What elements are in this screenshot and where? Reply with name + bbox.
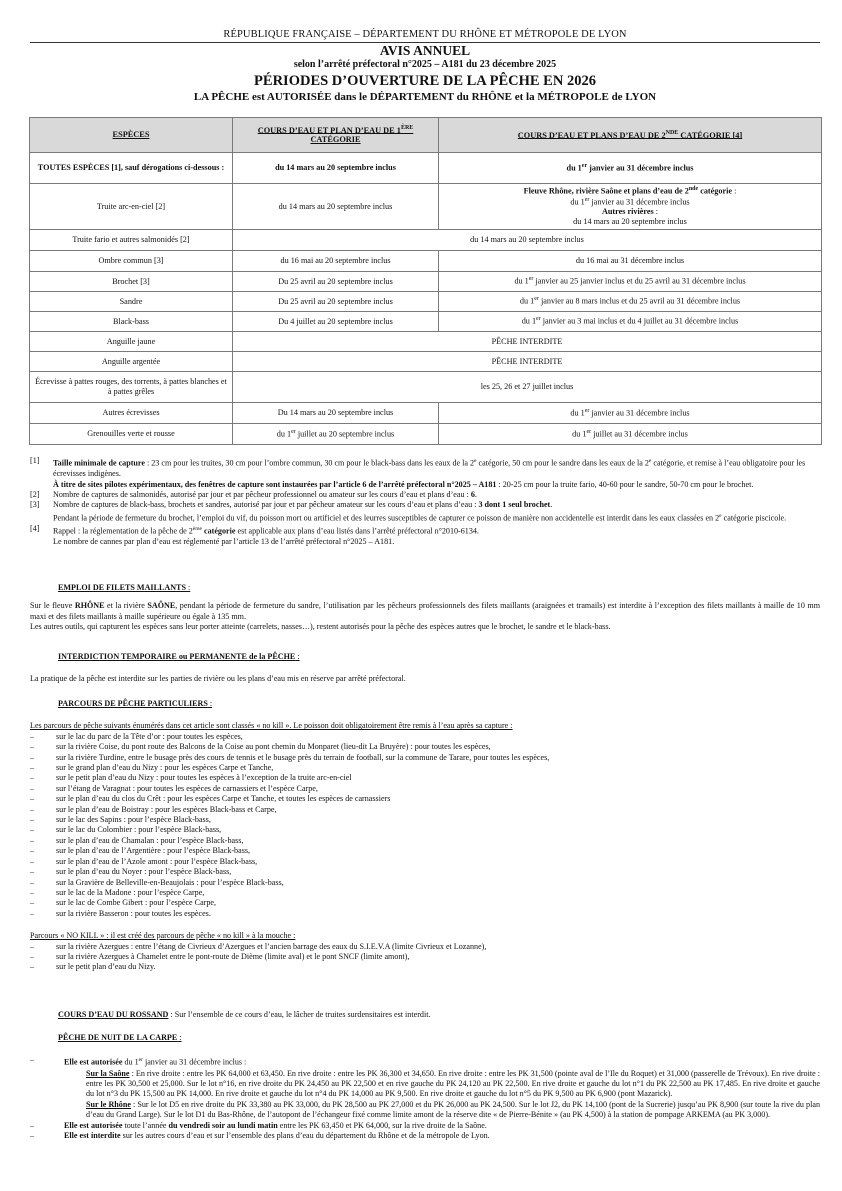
section-title: PARCOURS DE PÊCHE PARTICULIERS : <box>58 699 213 708</box>
species-cell: Écrevisse à pattes rouges, des torrents, à pattes blanches et à pattes grêles <box>30 372 233 403</box>
list-item: – sur la rivière Basseron : pour toutes les espèces. <box>30 908 211 918</box>
list-item: – Elle est interdite sur les autres cours d’eau et sur l’ensemble des plans d’eau du département du Rhône et de la métropole de Lyon. <box>30 1130 490 1140</box>
header-arrete: selon l’arrêté préfectoral n°2025 – A181 du 23 décembre 2025 <box>293 59 557 70</box>
species-cell: TOUTES ESPÈCES [1], sauf dérogations ci-dessous : <box>30 153 233 184</box>
section-parcours <box>30 699 820 973</box>
footnote-4: [4] Rappel : la réglementation de la pêche de 2ème catégorie est applicable aux plans d’eau listés dans l’arrêté préfectoral n°2010-6134. Le nombre de cannes par plan d’eau est réglementé par l’article 13 de l’arrêté préfectoral n°2025 – A181. <box>30 523 479 546</box>
section-title: PÊCHE DE NUIT DE LA CARPE : <box>58 1033 182 1042</box>
species-cell: Anguille jaune <box>30 332 233 352</box>
table-row <box>30 372 822 403</box>
cat2-cell: du 16 mai au 31 décembre inclus <box>439 251 822 272</box>
list-item: – Elle est autorisée toute l’année du vendredi soir au lundi matin entre les PK 63,450 et PK 64,000, sur la rive droite de la Saône. <box>30 1120 487 1130</box>
list-item: – sur le lac du Colombier : pour l’espèce Black-bass, <box>30 825 222 835</box>
table-row <box>30 153 822 184</box>
rhone-paragraph: Sur le Rhône : Sur le lot D5 en rive droite du PK 33,380 au PK 33,000, du PK 28,500 au PK 27,000 et du PK 26,000 au PK 24,500. Sur le lot J2, du PK 14,100 (pont de la Sucrerie) jusqu’au PK 8,900 (sur toute la rive du plan d’eau du Grand Large). Sur le lot D1 du Bas-Rhône, de l’autopont de l’échangeur fixé comme limite amont de la réserve dite « de Pierre-Bénite » (au PK 4,500) à la station de pompage ARKEMA (au PK 3,000). <box>86 1099 820 1120</box>
list-item: – sur le plan d’eau de l’Argentière : pour l’espèce Black-bass, <box>30 846 251 856</box>
page-title: PÉRIODES D’OUVERTURE DE LA PÊCHE EN 2026 <box>254 73 596 89</box>
parcours-intro: Les parcours de pêche suivants énumérés dans cet article sont classés « no kill ». Le poisson doit obligatoirement être remis à l’eau après sa capture : <box>30 721 513 731</box>
cat1-cell: Du 25 avril au 20 septembre inclus <box>233 292 439 312</box>
list-item: – sur le petit plan d’eau du Nizy : pour toutes les espèces à l’exception de la truite arc-en-ciel <box>30 773 352 783</box>
section-rossand: COURS D’EAU DU ROSSAND : Sur l’ensemble de ce cours d’eau, le lâcher de truites surdensitaires est interdit. <box>58 1010 431 1019</box>
list-item: – Elle est autorisée du 1er janvier au 31 décembre inclus : <box>30 1055 247 1068</box>
merged-cell: les 25, 26 et 27 juillet inclus <box>233 372 822 403</box>
paragraph: La pratique de la pêche est interdite sur les parties de rivière ou les plans d’eau mis en réserve par arrêté préfectoral. <box>30 674 406 684</box>
cat2-cell: du 1er janvier au 31 décembre inclus <box>439 153 822 184</box>
list-item: – sur le grand plan d’eau du Nizy : pour les espèces Carpe et Tanche, <box>30 763 274 773</box>
header-peche-autorisee: LA PÊCHE est AUTORISÉE dans le DÉPARTEMENT du RHÔNE et la MÉTROPOLE de LYON <box>193 91 657 103</box>
list-item: – sur le lac de la Madone : pour l’espèce Carpe, <box>30 887 205 897</box>
cat1-cell: du 1er juillet au 20 septembre inclus <box>233 424 439 445</box>
footnote-2: [2] Nombre de captures de salmonidés, autorisé par jour et par pêcheur professionnel ou amateur sur les cours d’eau et plans d’eau : 6. <box>30 489 477 499</box>
table-row <box>30 403 822 424</box>
list-item: – sur l’étang de Varagnat : pour toutes les espèces de carnassiers et l’espèce Carpe, <box>30 783 318 793</box>
header-republique: RÉPUBLIQUE FRANÇAISE – DÉPARTEMENT DU RHÔNE ET MÉTROPOLE DE LYON <box>223 29 627 40</box>
species-cell: Grenouilles verte et rousse <box>30 424 233 445</box>
table-row <box>30 230 822 251</box>
species-cell: Autres écrevisses <box>30 403 233 424</box>
cat1-cell: du 14 mars au 20 septembre inclus <box>233 184 439 230</box>
list-item: – sur le petit plan d’eau du Nizy. <box>30 962 156 972</box>
cat2-cell: du 1er janvier au 3 mai inclus et du 4 juillet au 31 décembre inclus <box>439 312 822 332</box>
periods-table <box>29 117 822 445</box>
species-cell: Sandre <box>30 292 233 312</box>
list-item: – sur le lac des Sapins : pour l’espèce Black-bass, <box>30 815 211 825</box>
section-title: INTERDICTION TEMPORAIRE ou PERMANENTE de la PÊCHE : <box>58 652 300 661</box>
table-row <box>30 352 822 372</box>
header-avis-annuel: AVIS ANNUEL <box>379 43 471 58</box>
section-title: COURS D’EAU DU ROSSAND <box>58 1010 169 1019</box>
table-row <box>30 312 822 332</box>
list-item: – sur le plan d’eau du Noyer : pour l’espèce Black-bass, <box>30 867 232 877</box>
footnote-1: [1] Taille minimale de capture : 23 cm pour les truites, 30 cm pour l’ombre commun, 30 cm pour le black-bass dans les eaux de la 2e catégorie, 50 cm pour le sandre dans les eaux de la 2e catégorie, et remise à l’eau obligatoire pour les écrevisses indigènes. À titre de sites pilotes expérimentaux, des fenêtres de capture sont instaurées par l’article 6 de l’arrêté préfectoral n°2025 – A181 : 20-25 cm pour la truite fario, 40-60 pour le sandre, 50-70 cm pour le brochet. <box>30 456 806 489</box>
cat2-cell: du 1er janvier au 8 mars inclus et du 25 avril au 31 décembre inclus <box>439 292 822 312</box>
species-cell: Anguille argentée <box>30 352 233 372</box>
list-item: – sur le lac du parc de la Tête d’or : pour toutes les espèces, <box>30 731 243 741</box>
merged-cell: PÊCHE INTERDITE <box>233 352 822 372</box>
section-interdiction <box>30 652 820 685</box>
species-cell: Truite arc-en-ciel [2] <box>30 184 233 230</box>
merged-cell: PÊCHE INTERDITE <box>233 332 822 352</box>
list-item: – sur le plan d’eau du clos du Crêt : pour les espèces Carpe et Tanche, et toutes les espèces de carnassiers <box>30 794 391 804</box>
cat2-cell: du 1er janvier au 31 décembre inclus <box>439 403 822 424</box>
mouche-intro: Parcours « NO KILL » : il est créé des parcours de pêche « no kill » à la mouche : <box>30 931 296 941</box>
cat1-cell: Du 25 avril au 20 septembre inclus <box>233 272 439 292</box>
section-peche-nuit <box>30 1033 820 1141</box>
paragraph: Sur le fleuve RHÔNE et la rivière SAÔNE, pendant la période de fermeture du sandre, l’utilisation par les pêcheurs professionnels des filets maillants (araignées et tramails) est interdite à l’exception des filets maillants à maille de 10 mm maxi et des filets maillants à maille supérieure ou égale à 135 mm. <box>30 601 820 621</box>
table-row <box>30 251 822 272</box>
table-row <box>30 184 822 230</box>
cat2-cell: Fleuve Rhône, rivière Saône et plans d’eau de 2nde catégorie : du 1er janvier au 31 décembre inclus Autres rivières : du 14 mars au 20 septembre inclus <box>439 184 822 230</box>
section-filets <box>30 583 820 633</box>
section-title: EMPLOI DE FILETS MAILLANTS : <box>58 583 191 592</box>
col-header-cat2: COURS D’EAU ET PLANS D’EAU DE 2NDE CATÉGORIE [4] <box>439 118 822 153</box>
cat1-cell: du 14 mars au 20 septembre inclus <box>233 153 439 184</box>
list-item: – sur la Gravière de Belleville-en-Beaujolais : pour l’espèce Black-bass, <box>30 877 284 887</box>
species-cell: Brochet [3] <box>30 272 233 292</box>
species-cell: Ombre commun [3] <box>30 251 233 272</box>
list-item: – sur la rivière Azergues : entre l’étang de Civrieux d’Azergues et l’ancien barrage des eaux du S.I.E.V.A (limite Civrieux et Lozanne), <box>30 941 487 951</box>
col-header-especes: ESPÈCES <box>30 118 233 153</box>
cat1-cell: Du 14 mars au 20 septembre inclus <box>233 403 439 424</box>
list-item: – sur le plan d’eau de Chamalan : pour l’espèce Black-bass, <box>30 835 244 845</box>
footnote-3: [3] Nombre de captures de black-bass, brochets et sandres, autorisé par jour et par pêcheur amateur sur les cours d’eau et plans d’eau : 3 dont 1 seul brochet. Pendant la période de fermeture du brochet, l’emploi du vif, du poisson mort ou artificiel et des leurres susceptibles de capturer ce poisson de manière non accidentelle est interdit dans les eaux classées en 2e catégorie piscicole. <box>30 500 787 523</box>
merged-cell: du 14 mars au 20 septembre inclus <box>233 230 822 251</box>
species-cell: Black-bass <box>30 312 233 332</box>
list-item: – sur la rivière Turdine, entre le busage près des cours de tennis et le busage près du terrain de football, sur la commune de Tarare, pour toutes les espèces, <box>30 752 550 762</box>
footnotes <box>30 456 815 547</box>
cat2-cell: du 1er juillet au 31 décembre inclus <box>439 424 822 445</box>
cat1-cell: du 16 mai au 20 septembre inclus <box>233 251 439 272</box>
cat1-cell: Du 4 juillet au 20 septembre inclus <box>233 312 439 332</box>
species-cell: Truite fario et autres salmonidés [2] <box>30 230 233 251</box>
table-row <box>30 272 822 292</box>
list-item: – sur la rivière Coise, du pont route des Balcons de la Coise au pont chemin du Monparet (lieu-dit La Bruyère) : pour toutes les espèces, <box>30 742 491 752</box>
table-row <box>30 332 822 352</box>
list-item: – sur le plan d’eau de l’Azole amont : pour l’espèce Black-bass, <box>30 856 258 866</box>
col-header-cat1: COURS D’EAU ET PLAN D’EAU DE 1ÈRE CATÉGORIE <box>233 118 439 153</box>
list-item: – sur le lac de Combe Gibert : pour l’espèce Carpe, <box>30 898 217 908</box>
saone-paragraph: Sur la Saône : En rive droite : entre les PK 64,000 et 63,450. En rive droite : entre les PK 36,300 et 34,650. En rive droite : entre les PK 31,500 (pointe aval de l’Ile du Roquet) et 31,000 (passerelle de Trévoux). En rive droite : entre les PK 30,500 et 25,000. Sur le lot n°16, en rive droite du PK 24,450 au PK 22,500 et en rive gauche du PK 24,120 au PK 22,500. En rive droite et gauche du lot n°1 du PK 22,500 au PK 17,485. En rive droite et gauche du lot n°3 du PK 15,500 au PK 14,000. En rive droite et gauche du lot n°4 du PK 14,000 au PK 9,500. En rive droite et gauche du lot n°5 du PK 9,500 au PK 6,900 (pont Mazarick). <box>86 1068 820 1099</box>
table-row <box>30 292 822 312</box>
table-header-row <box>30 118 822 153</box>
cat2-cell: du 1er janvier au 25 janvier inclus et du 25 avril au 31 décembre inclus <box>439 272 822 292</box>
list-item: – sur la rivière Azergues à Chamelet entre le pont-route de Dième (limite aval) et le pont SNCF (limite amont), <box>30 951 410 961</box>
table-row <box>30 424 822 445</box>
mouche-list <box>30 942 820 973</box>
parcours-list <box>30 732 820 919</box>
list-item: – sur le plan d’eau de Boistray : pour les espèces Black-bass et Carpe, <box>30 804 277 814</box>
paragraph: Les autres outils, qui capturent les espèces sans leur porter atteinte (carrelets, nasses…), restent autorisés pour la pêche des espèces autres que le brochet, le sandre et le black-bass. <box>30 622 611 632</box>
